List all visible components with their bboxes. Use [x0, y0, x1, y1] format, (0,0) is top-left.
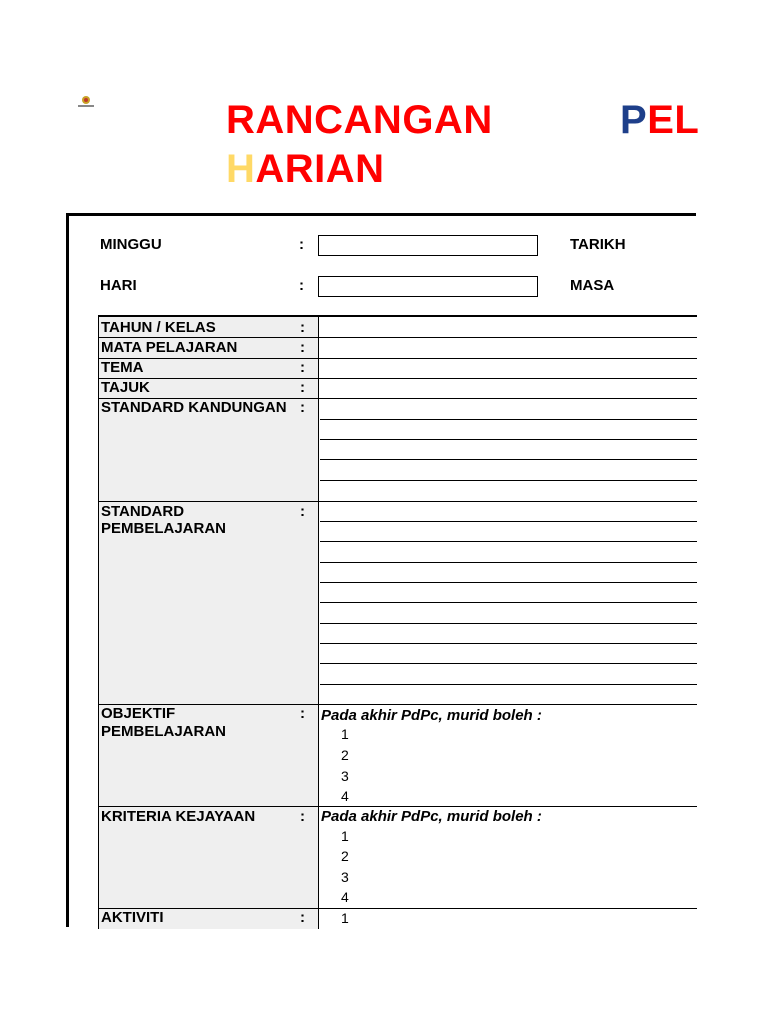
writing-line	[320, 684, 697, 685]
hari-label: HARI	[100, 277, 137, 294]
writing-line	[320, 663, 697, 664]
writing-line	[320, 643, 697, 644]
minggu-label: MINGGU	[100, 236, 162, 253]
title-harian-first-letter: H	[226, 147, 256, 191]
kriteria-label: KRITERIA KEJAYAAN	[101, 808, 256, 825]
row-divider	[99, 908, 697, 909]
aktiviti-colon: :	[300, 909, 305, 926]
masa-label: MASA	[570, 277, 615, 294]
title-harian-rest: ARIAN	[255, 147, 385, 191]
tahun-kelas-label: TAHUN / KELAS	[101, 319, 216, 336]
objektif-item: 1	[341, 726, 349, 742]
writing-line	[320, 541, 697, 542]
row-divider	[99, 337, 697, 338]
title-pel-first-letter: P	[620, 98, 648, 142]
writing-line	[320, 623, 697, 624]
kriteria-item: 2	[341, 848, 349, 864]
tarikh-label: TARIKH	[570, 236, 626, 253]
objektif-label-line2: PEMBELAJARAN	[101, 723, 227, 740]
aktiviti-label: AKTIVITI	[101, 909, 164, 926]
kriteria-item: 3	[341, 869, 349, 885]
aktiviti-item: 1	[341, 910, 349, 926]
writing-line	[320, 480, 697, 481]
standard-kandungan-colon: :	[300, 399, 305, 416]
row-divider	[99, 378, 697, 379]
writing-line	[320, 439, 697, 440]
objektif-item: 4	[341, 788, 349, 804]
objektif-intro: Pada akhir PdPc, murid boleh :	[321, 707, 542, 724]
standard-pembelajaran-label-line2: PEMBELAJARAN	[101, 520, 227, 537]
row-divider	[99, 806, 697, 807]
tajuk-colon: :	[300, 379, 305, 396]
writing-line	[320, 521, 697, 522]
writing-line	[320, 419, 697, 420]
hari-field[interactable]	[318, 276, 538, 297]
standard-kandungan-label: STANDARD KANDUNGAN	[101, 399, 287, 416]
mata-pelajaran-label: MATA PELAJARAN	[101, 339, 238, 356]
writing-line	[320, 562, 697, 563]
title-pel-rest: EL	[647, 98, 700, 142]
title-rancangan: RANCANGAN	[226, 98, 493, 142]
kriteria-colon: :	[300, 808, 305, 825]
frame-left-border	[66, 213, 69, 927]
minggu-colon: :	[299, 236, 304, 253]
tahun-kelas-colon: :	[300, 319, 305, 336]
objektif-colon: :	[300, 705, 305, 722]
writing-line	[320, 582, 697, 583]
tajuk-label: TAJUK	[101, 379, 150, 396]
objektif-item: 3	[341, 768, 349, 784]
row-divider	[99, 358, 697, 359]
title-harian	[226, 146, 385, 192]
row-divider	[99, 704, 697, 705]
objektif-item: 2	[341, 747, 349, 763]
row-divider	[99, 501, 697, 502]
kriteria-item: 1	[341, 828, 349, 844]
standard-pembelajaran-label-line1: STANDARD	[101, 503, 185, 520]
frame-top-border	[66, 213, 696, 216]
hari-colon: :	[299, 277, 304, 294]
tema-label: TEMA	[101, 359, 144, 376]
writing-line	[320, 602, 697, 603]
lesson-plan-table	[98, 315, 697, 929]
kriteria-item: 4	[341, 889, 349, 905]
malaysia-coat-of-arms-icon	[74, 94, 98, 110]
standard-pembelajaran-colon: :	[300, 503, 305, 520]
minggu-field[interactable]	[318, 235, 538, 256]
mata-pelajaran-colon: :	[300, 339, 305, 356]
writing-line	[320, 459, 697, 460]
objektif-label-line1: OBJEKTIF	[101, 705, 176, 722]
title-pel	[620, 97, 699, 143]
kriteria-intro: Pada akhir PdPc, murid boleh :	[321, 808, 542, 825]
tema-colon: :	[300, 359, 305, 376]
